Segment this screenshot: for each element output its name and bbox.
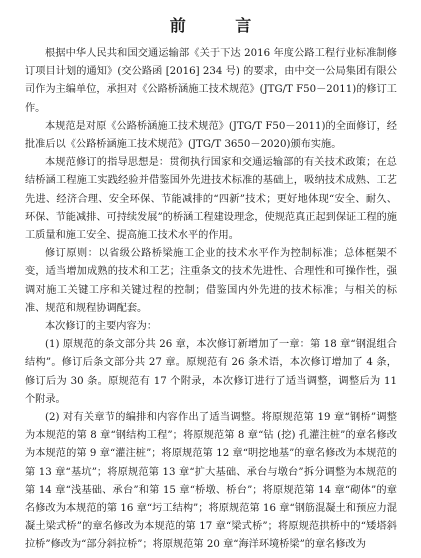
paragraph-revision-principles: 修订原则：以省级公路桥梁施工企业的技术水平作为控制标准；总体框架不变，适当增加成熟的技术和工艺；注重条文的技术先进性、合理性和可操作性，强调对施工关键工序和关键过程的控制；借鉴国内外先进的技术标准；与相关的标准、规范和规程协调配套。 bbox=[25, 248, 397, 314]
paragraph-guiding-principle: 本规范修订的指导思想是：贯彻执行国家和交通运输部的有关技术政策；在总结桥涵工程施工实践经验并借鉴国外先进技术标准的基础上，吸纳技术成熟、工艺先进、经济合理、安全环保、节能减排的“四新”技术；更好地体现“安全、耐久、环保、节能减排、可持续发展”的桥涵工程建设理念，使规范真正起到保证工程的施工质量和施工安全、提高施工技术水平的作用。 bbox=[25, 157, 397, 242]
page-title: 前 言 bbox=[169, 16, 274, 35]
paragraph-main-content-intro: 本次修订的主要内容为： bbox=[45, 321, 158, 333]
paragraph-revision-scope: 本规范是对原《公路桥涵施工技术规范》(JTG/T F50－2011)的全面修订，经批准后以《公路桥涵施工技术规范》(JTG/T 3650－2020)颁布实施。 bbox=[25, 120, 397, 151]
paragraph-item-1: (1) 原规范的条文部分共 26 章，本次修订新增加了一章：第 18 章“钢混组合结构”。修订后条文部分共 27 章。原规范有 26 条术语，本次修订增加了 4 条，修订后为 30 条。原规范有 17 个附录，本次修订进行了适当调整，调整后为 11 个附录。 bbox=[25, 339, 397, 405]
paragraph-item-2: (2) 对有关章节的编排和内容作出了适当调整。将原规范第 19 章“钢桥”调整为本规范的第 8 章“钢结构工程”；将原规范第 8 章“钻 (挖) 孔灌注桩”的章名修改为本规范的第 9 章“灌注桩”；将原规范第 12 章“明挖地基”的章名修改为本规范的第 13 章“基坑”；将原规范第 13 章“扩大基础、承台与墩台”拆分调整为本规范的第 14 章“浅基础、承台”和第 15 章“桥墩、桥台”；将原规范第 14 章“砌体”的章名修改为本规范的第 16 章“圬工结构”；将原规范第 16 章“钢筋混凝土和预应力混凝土梁式桥”的章名修改为本规范的第 17 章“梁式桥”；将原规范拱桥中的“矮塔斜拉桥”修改为“部分斜拉桥”；将原规范第 20 章“海洋环境桥梁”的章名修改为 bbox=[25, 412, 397, 551]
document-body bbox=[25, 45, 397, 555]
paragraph-mandate: 根据中华人民共和国交通运输部《关于下达 2016 年度公路工程行业标准制修订项目计划的通知》(交公路函 [2016] 234 号) 的要求，由中交一公局集团有限公司作为主编单位，承担对《公路桥涵施工技术规范》(JTG/T F50－2011)的修订工作。 bbox=[25, 48, 397, 114]
